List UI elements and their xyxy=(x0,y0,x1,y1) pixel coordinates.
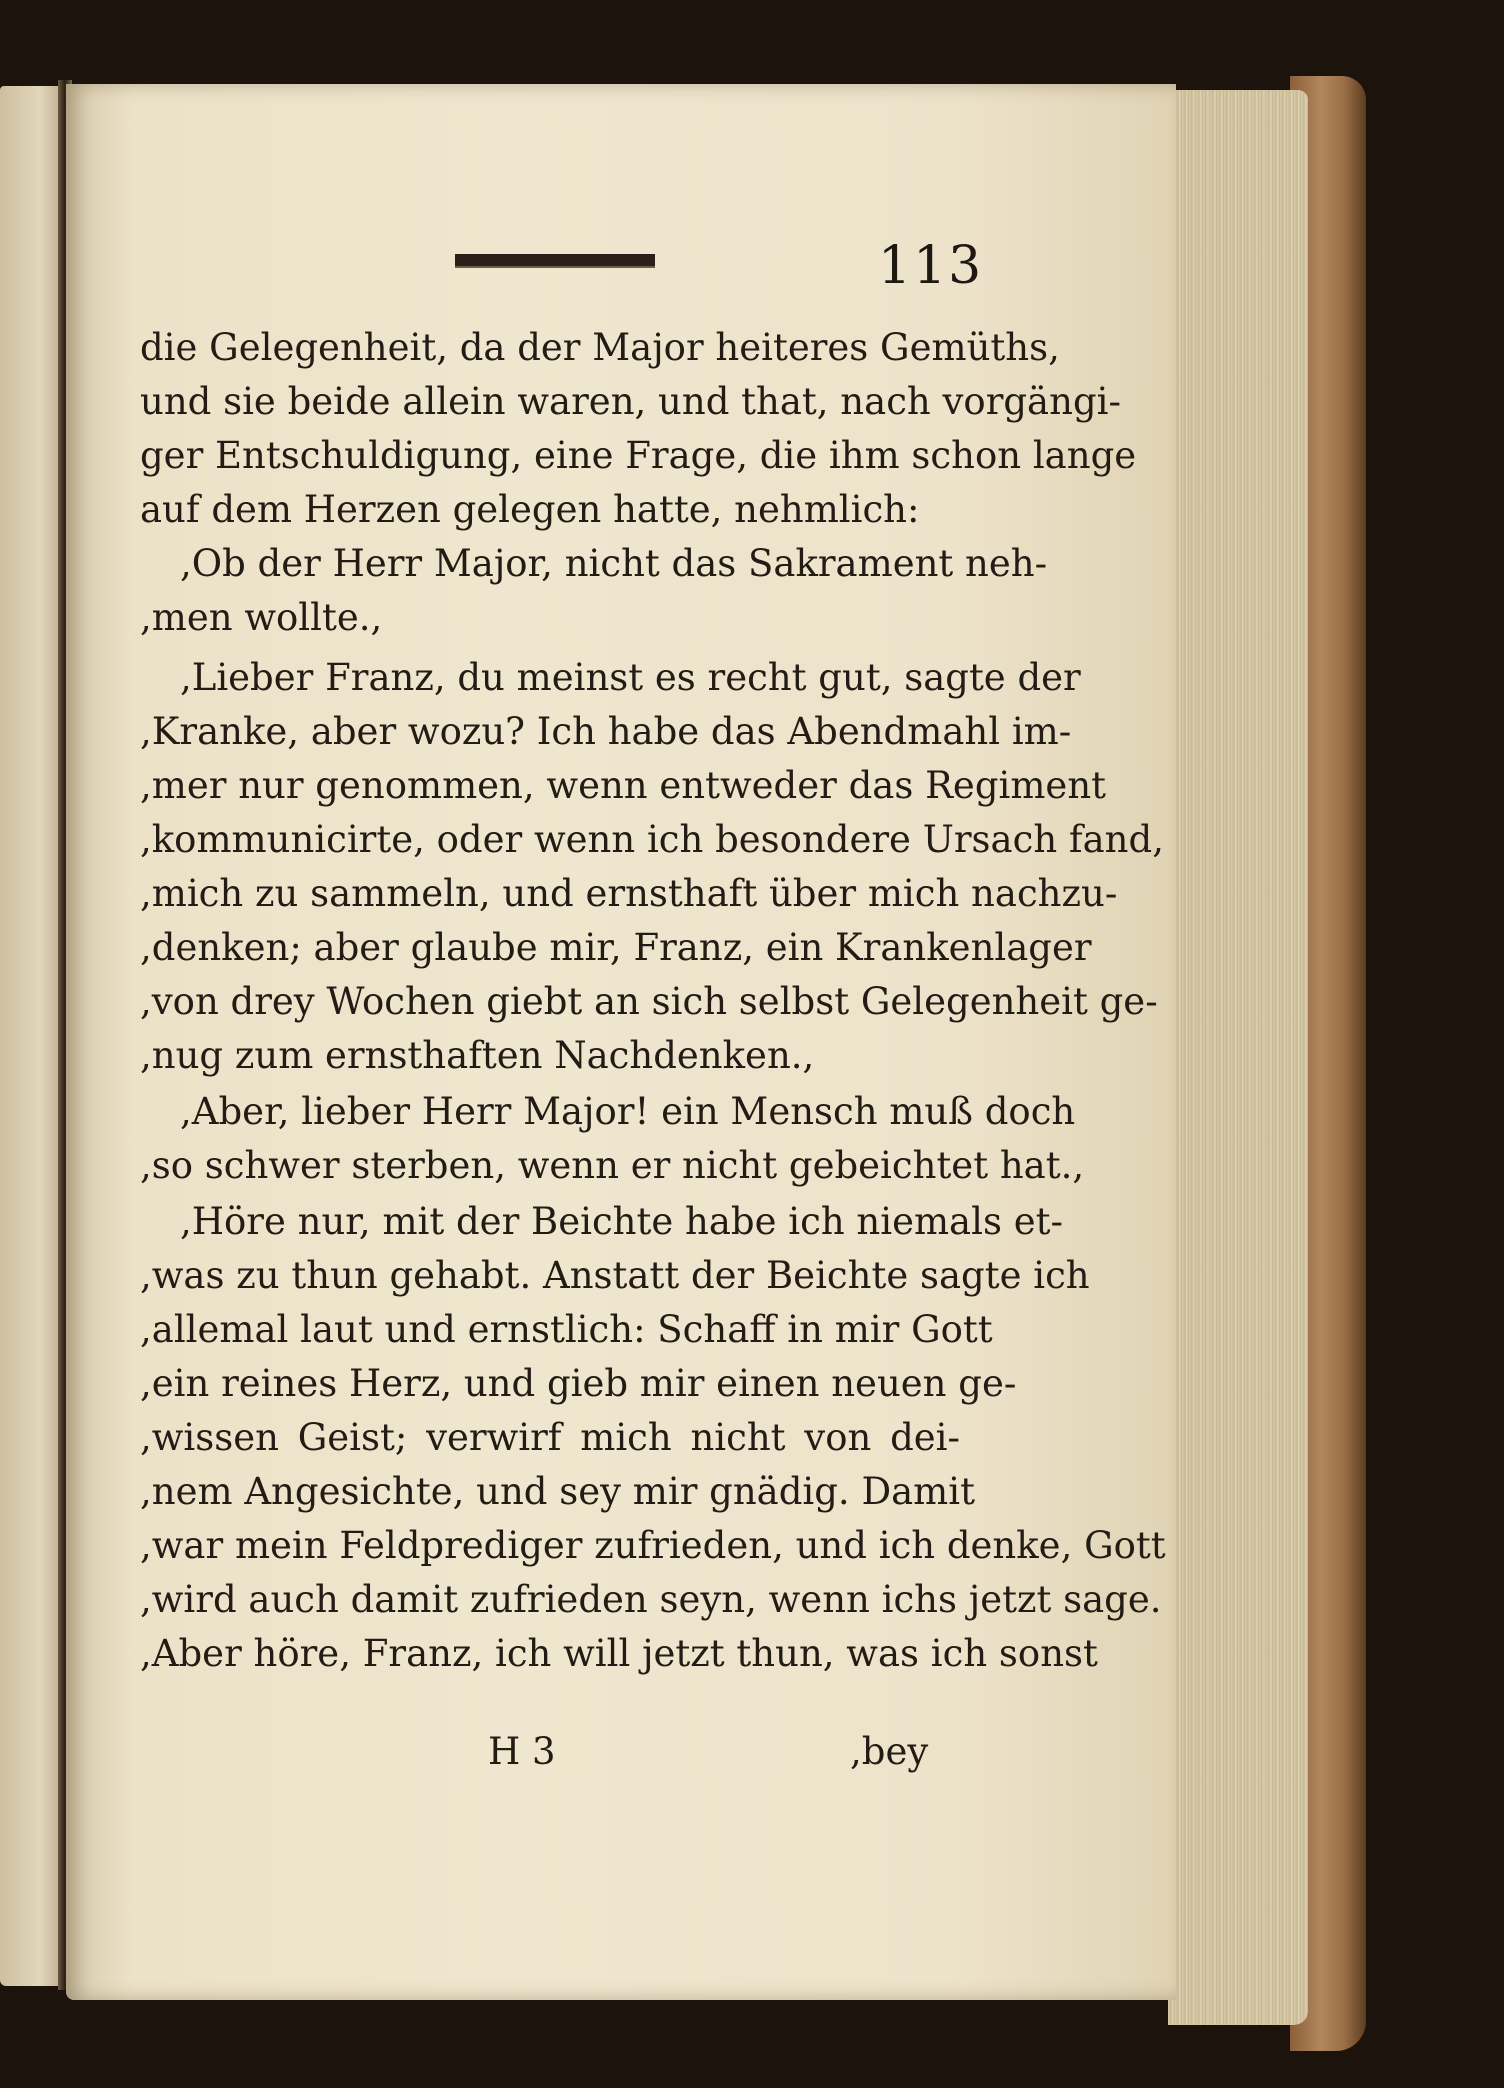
text-line: und sie beide allein waren, und that, nach vorgängi- xyxy=(140,380,1121,423)
signature-mark: H 3 xyxy=(488,1730,556,1773)
text-line: ,Kranke, aber wozu? Ich habe das Abendmahl im- xyxy=(140,710,1072,753)
text-line: ger Entschuldigung, eine Frage, die ihm schon lange xyxy=(140,434,1137,477)
text-line: ,men wollte., xyxy=(140,596,383,639)
text-line: ,so schwer sterben, wenn er nicht gebeichtet hat., xyxy=(140,1144,1085,1187)
text-line: ,Ob der Herr Major, nicht das Sakrament neh- xyxy=(180,542,1048,585)
text-line: ,allemal laut und ernstlich: Schaff in mir Gott xyxy=(140,1308,993,1351)
text-line: ,mer nur genommen, wenn entweder das Regiment xyxy=(140,764,1107,807)
text-line: ,kommunicirte, oder wenn ich besondere Ursach fand, xyxy=(140,818,1164,861)
left-facing-page xyxy=(0,86,66,1986)
text-line: ,war mein Feldprediger zufrieden, und ich denke, Gott xyxy=(140,1524,1166,1567)
text-line: ,von drey Wochen giebt an sich selbst Gelegenheit ge- xyxy=(140,980,1158,1023)
text-line: ,denken; aber glaube mir, Franz, ein Krankenlager xyxy=(140,926,1092,969)
text-line: ,wissen Geist; verwirf mich nicht von dei- xyxy=(140,1416,960,1459)
text-line: ,wird auch damit zufrieden seyn, wenn ichs jetzt sage. xyxy=(140,1578,1162,1621)
text-line: ,Aber höre, Franz, ich will jetzt thun, was ich sonst xyxy=(140,1632,1098,1675)
text-line: ,mich zu sammeln, und ernsthaft über mich nachzu- xyxy=(140,872,1118,915)
text-line: ,Höre nur, mit der Beichte habe ich niemals et- xyxy=(180,1200,1063,1243)
text-line: ,nug zum ernsthaften Nachdenken., xyxy=(140,1034,815,1077)
text-line: auf dem Herzen gelegen hatte, nehmlich: xyxy=(140,488,920,531)
text-line: ,Lieber Franz, du meinst es recht gut, sagte der xyxy=(180,656,1081,699)
header-rule xyxy=(455,254,655,268)
text-line: die Gelegenheit, da der Major heiteres Gemüths, xyxy=(140,326,1060,369)
page-number: 113 xyxy=(878,236,984,296)
page-fore-edge xyxy=(1168,90,1308,2025)
text-line: ,Aber, lieber Herr Major! ein Mensch muß doch xyxy=(180,1090,1076,1133)
text-line: ,ein reines Herz, und gieb mir einen neuen ge- xyxy=(140,1362,1017,1405)
catchword: ,bey xyxy=(850,1730,929,1773)
text-line: ,was zu thun gehabt. Anstatt der Beichte sagte ich xyxy=(140,1254,1090,1297)
text-line: ,nem Angesichte, und sey mir gnädig. Damit xyxy=(140,1470,975,1513)
